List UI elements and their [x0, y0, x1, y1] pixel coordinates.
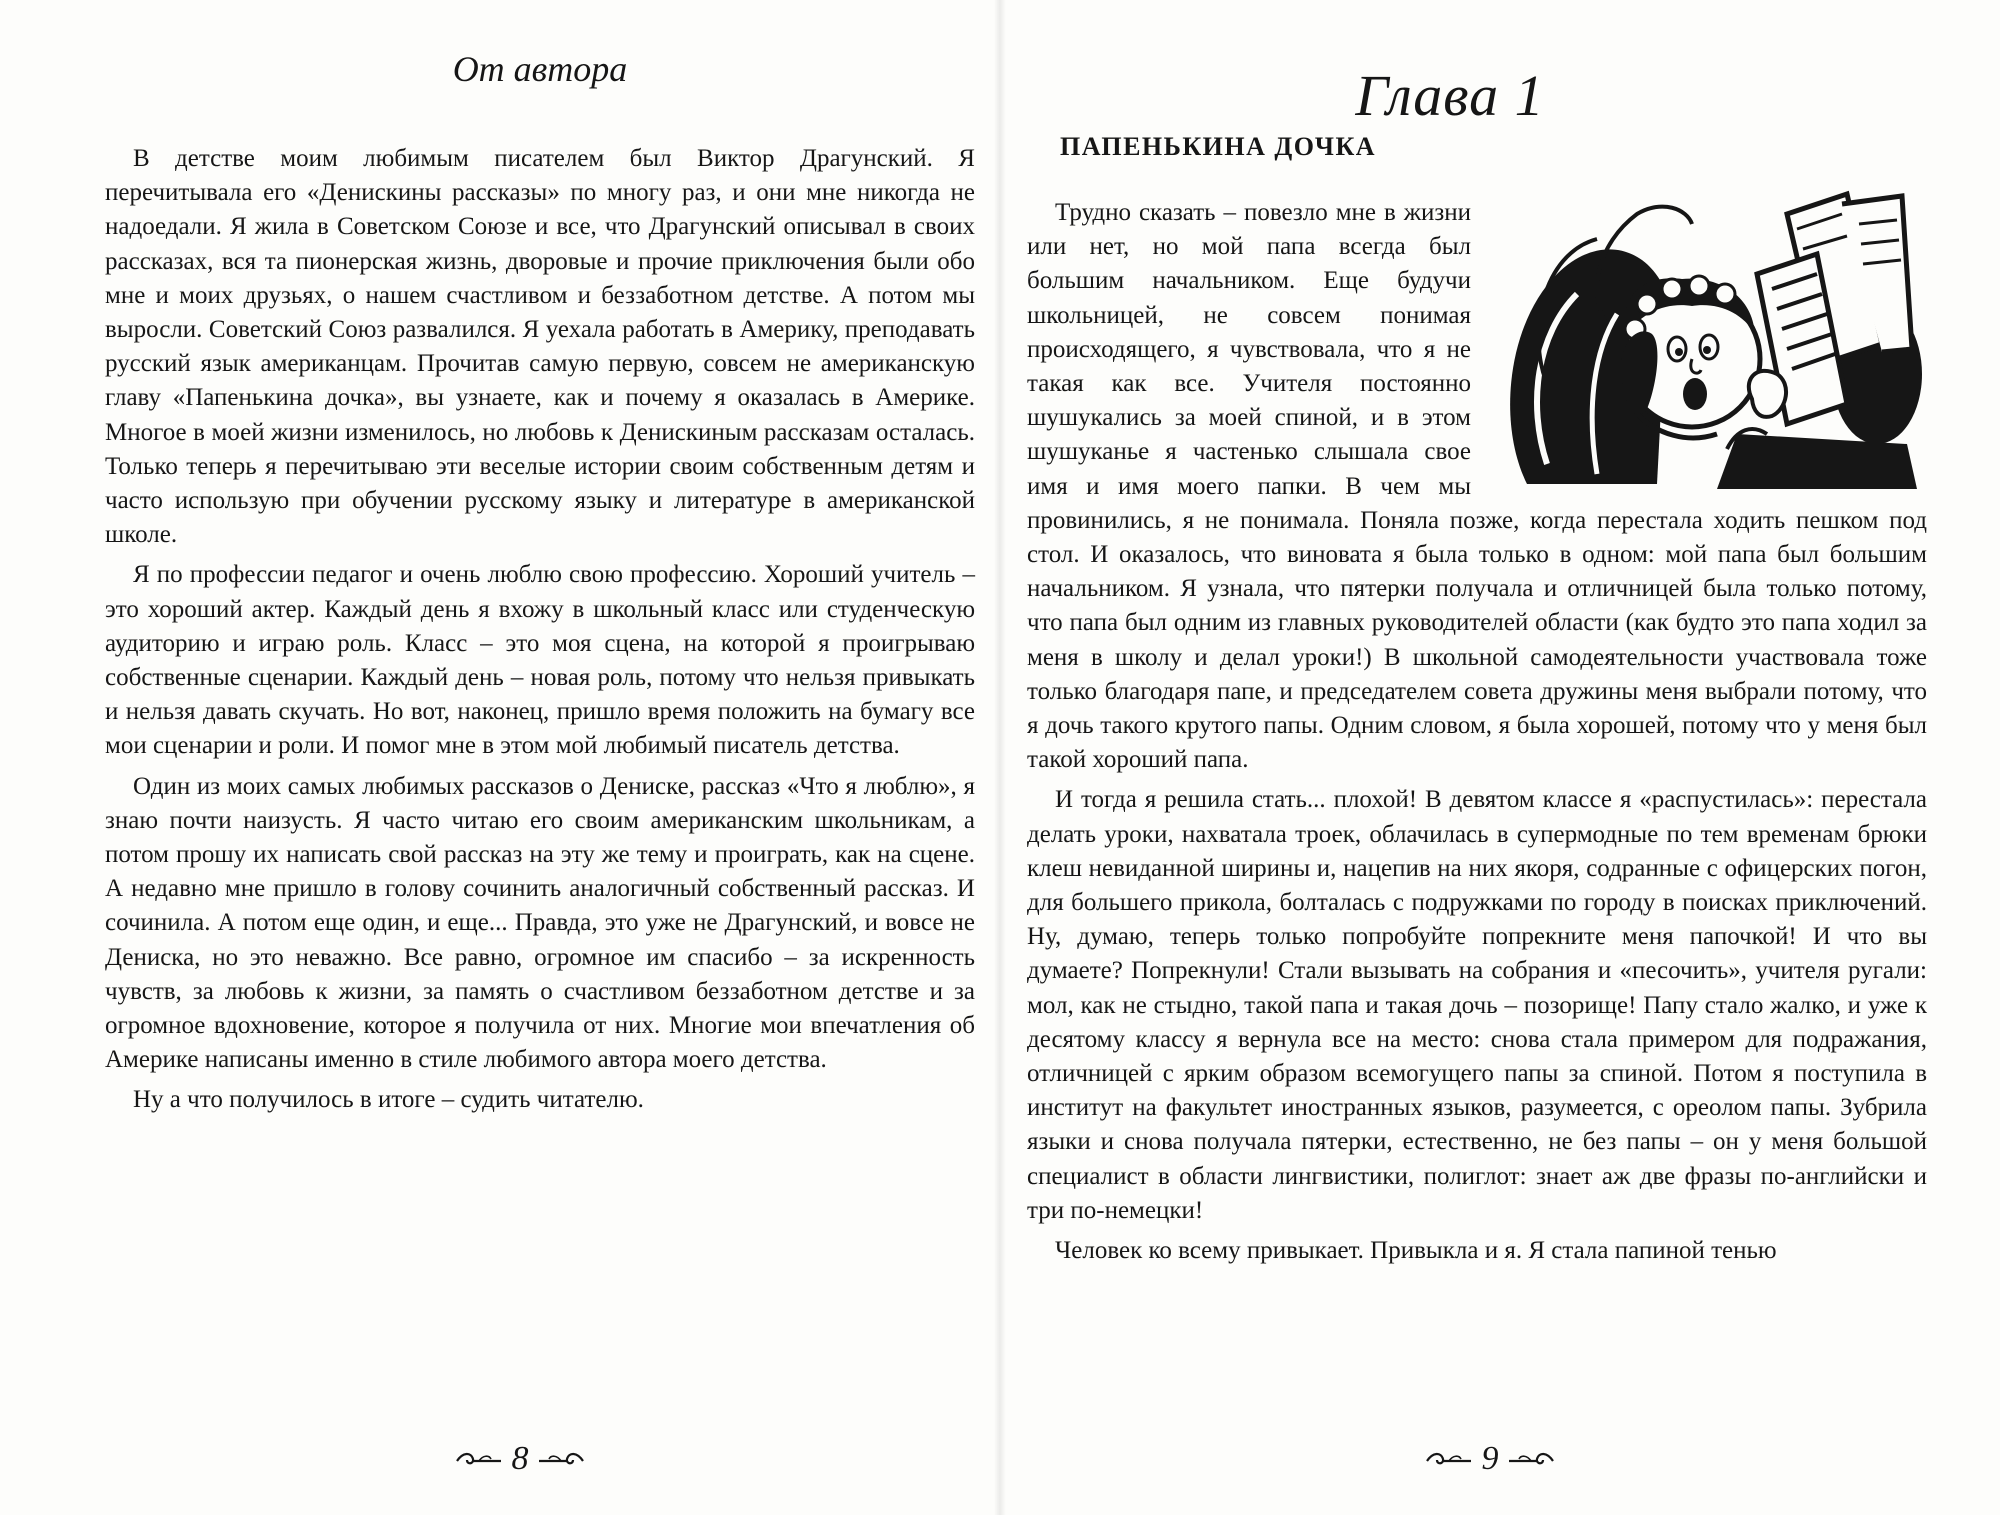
chapter-subtitle: ПАПЕНЬКИНА ДОЧКА	[1060, 132, 1377, 161]
page-number-right	[1390, 1440, 1590, 1478]
ornament-right-icon	[537, 1450, 585, 1472]
running-head: От автора	[452, 49, 628, 89]
paragraph: Трудно сказать – повезло мне в жизни или нет, но мой папа всегда был большим начальником. Еще будучи школьницей, не совсем понимая происходящего, я чувствовала, что я не такая как все. Учителя постоянно шушукались за моей спиной, и в этом шушуканье я частенько слышала свое имя и имя моего папки. В чем мы провинились, я не понимала. Поняла позже, когда перестала ходить пешком под стол. И оказалось, что виновата я была только в одном: мой папа был большим начальником. Я узнала, что пятерки получала и отличницей была только потому, что папа был одним из главных руководителей области (как будто это папа ходил за меня в школу и делал уроки!) В школьной самодеятельности участвовала тоже только благодаря папе, и председателем совета дружины меня выбрали потому, что я дочь такого крутого папы. Одним словом, я была хорошей, потому что у меня был такой хороший папа.	[1027, 199, 1927, 774]
left-body-text	[105, 142, 975, 1124]
paragraph: И тогда я решила стать... плохой! В девятом классе я «распустилась»: перестала делать уроки, нахватала троек, облачилась в супермодные по тем временам брюки клеш невиданной ширины и, нацепив на них якоря, содранные с офицерских погон, для большего прикола, болталась с подружками по городу в поисках приключений. Ну, думаю, теперь только попробуйте попрекните меня папочкой! И что вы думаете? Попрекнули! Стали вызывать на собрания и «песочить», учителя ругали: мол, как не стыдно, такой папа и такая дочь – позорище! Папу стало жалко, и уже к десятому классу я вернула все на место: снова стала примером для подражания, отличницей с ярким образом всемогущего папы за спиной. Потом я поступила в институт на факультет иностранных языков, разумеется, с ореолом папы. Зубрила языки и снова получала пятерки, естественно, не без папы – он у меня большой специалист в области лингвистики, полиглот: знает аж две фразы по-английски и три по-немецки!	[1027, 786, 1927, 1224]
right-body-text	[1027, 196, 1927, 1274]
illustration-art	[1487, 184, 1927, 494]
paragraph: В детстве моим любимым писателем был Виктор Драгунский. Я перечитывала его «Денискины рассказы» по многу раз, и они мне никогда не надоедали. Я жила в Советском Союзе и все, что Драгунский описывал в своих рассказах, вся та пионерская жизнь, дворовые и прочие приключения были обо мне и моих друзьях, о нашем счастливом и беззаботном детстве. А потом мы выросли. Советский Союз развалился. Я уехала работать в Америку, преподавать русский язык американцам. Прочитав самую первую, совсем не американскую главу «Папенькина дочка», вы узнаете, как и почему я оказалась в Америке. Многое в моей жизни изменилось, но любовь к Денискиным рассказам осталась. Только теперь я перечитываю эти веселые истории своим собственным детям и часто использую при обучении русскому языку и литературе в американской школе.	[105, 145, 975, 549]
page-number-left	[420, 1440, 620, 1478]
page-number: 9	[1481, 1440, 1499, 1477]
chapter-title: Глава 1	[1355, 63, 1545, 128]
ornament-right-icon	[1507, 1450, 1555, 1472]
girl-on-phone-with-papers-illustration	[1487, 184, 1927, 494]
page-number: 8	[511, 1440, 529, 1477]
ornament-left-icon	[455, 1450, 503, 1472]
paragraph: Человек ко всему привыкает. Привыкла и я. Я стала папиной тенью	[1055, 1237, 1777, 1265]
ornament-left-icon	[1425, 1450, 1473, 1472]
paragraph: Я по профессии педагог и очень люблю свою профессию. Хороший учитель – это хороший актер. Каждый день я вхожу в школьный класс или студенческую аудиторию и играю роль. Класс – это моя сцена, на которой я проигрываю собственные сценарии. Каждый день – новая роль, потому что нельзя привыкать и нельзя давать скучать. Но вот, наконец, пришло время положить на бумагу все мои сценарии и роли. И помог мне в этом мой любимый писатель детства.	[105, 561, 975, 760]
paragraph: Один из моих самых любимых рассказов о Дениске, рассказ «Что я люблю», я знаю почти наизусть. Я часто читаю его своим американским школьникам, а потом прошу их написать свой рассказ на эту же тему и проиграть, как на сцене. А недавно мне пришло в голову сочинить аналогичный собственный рассказ. И сочинила. А потом еще один, и еще... Правда, это уже не Драгунский, и вовсе не Дениска, но это неважно. Все равно, огромное им спасибо – за искренность чувств, за любовь к жизни, за память о счастливом беззаботном детстве и за огромное вдохновение, которое я получила от них. Многие мои впечатления об Америке написаны именно в стиле любимого автора моего детства.	[105, 772, 975, 1074]
paragraph: Ну а что получилось в итоге – судить читателю.	[133, 1086, 644, 1114]
right-page	[1000, 0, 2000, 1515]
